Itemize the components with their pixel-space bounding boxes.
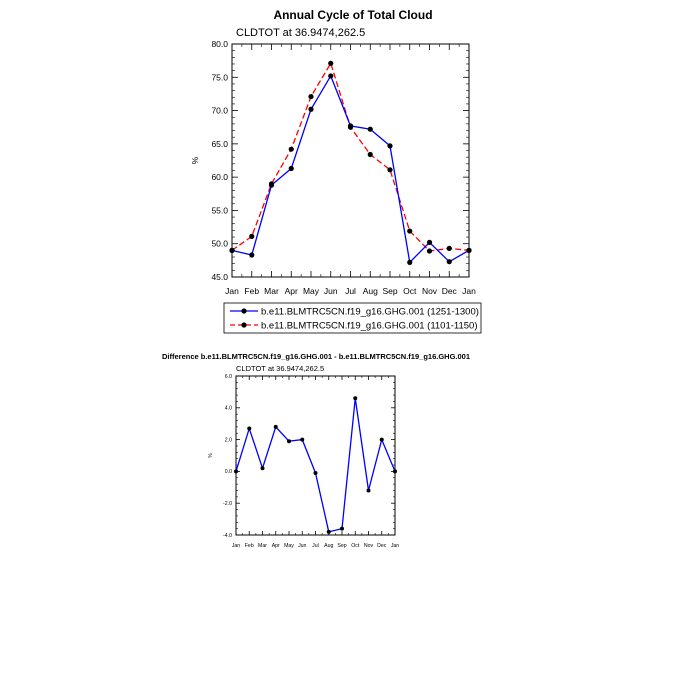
chart1-series-2-line	[232, 63, 469, 251]
chart1-xtick-label: Sep	[382, 286, 398, 296]
chart2-xtick-label: May	[284, 543, 294, 549]
chart2-ylabel: %	[208, 453, 214, 458]
legend-marker-1	[241, 308, 246, 313]
chart1-xtick-label: Jul	[345, 286, 356, 296]
chart1-ytick-label: 45.0	[211, 271, 228, 282]
chart2-xtick-label: Feb	[244, 543, 254, 549]
chart2-xtick-label: Mar	[258, 543, 267, 549]
chart1-series-1-point	[229, 248, 234, 253]
chart2-series-1-point	[314, 471, 318, 475]
chart1-series-2-point	[289, 147, 294, 152]
chart1-ytick-label: 80.0	[211, 38, 228, 49]
chart2-series-1-line	[236, 398, 395, 532]
chart1-series-1-point	[387, 143, 392, 148]
chart2-xtick-label: Sep	[337, 543, 347, 549]
chart1-series-1-point	[427, 240, 432, 245]
chart2-ytick-label: 2.0	[224, 437, 232, 444]
chart2-series-1-point	[393, 469, 397, 473]
chart2-series-1-point	[367, 488, 371, 492]
chart1-plot	[190, 39, 476, 296]
chart1-series-1-point	[368, 127, 373, 132]
chart1-series-2-point	[427, 248, 432, 253]
figure-title: Annual Cycle of Total Cloud	[273, 8, 433, 22]
chart1-xtick-label: Mar	[264, 286, 279, 296]
chart2-series-1-point	[353, 396, 357, 400]
chart2-series-1-point	[234, 469, 238, 473]
chart1-series-2-point	[407, 228, 412, 233]
chart1-ytick-label: 70.0	[211, 105, 228, 116]
chart1-xtick-label: Apr	[284, 286, 298, 296]
chart1-subtitle: CLDTOT at 36.9474,262.5	[236, 27, 366, 39]
chart2-series-1-point	[247, 426, 251, 430]
chart2-xtick-label: Oct	[351, 543, 360, 549]
chart2-xtick-label: Jul	[312, 543, 319, 549]
chart2-ytick-label: 4.0	[224, 405, 232, 412]
chart2-xtick-label: Jan	[231, 543, 241, 549]
chart1-legend	[224, 303, 481, 333]
chart2-subtitle: CLDTOT at 36.9474,262.5	[236, 364, 325, 373]
chart1-ytick-label: 75.0	[211, 72, 228, 83]
chart1-series-2-point	[249, 234, 254, 239]
chart1-series-1-point	[348, 123, 353, 128]
chart1-series-2-point	[368, 152, 373, 157]
chart1-ytick-label: 50.0	[211, 238, 228, 249]
chart1-series-1-point	[407, 260, 412, 265]
chart1-series-1-point	[447, 259, 452, 264]
chart2-xtick-label: Jun	[298, 543, 307, 549]
legend-label-2: b.e11.BLMTRC5CN.f19_g16.GHG.001 (1101-1150)	[261, 320, 478, 332]
chart2-series-1-point	[287, 439, 291, 443]
chart2-ytick-label: 6.0	[224, 373, 232, 380]
chart2-xtick-label: Nov	[363, 543, 374, 549]
chart1-xtick-label: Jan	[462, 286, 476, 296]
chart1-xtick-label: Oct	[403, 286, 417, 296]
chart1-series-1-point	[328, 73, 333, 78]
chart1-series-2-point	[447, 246, 452, 251]
chart2-xtick-label: Jan	[390, 543, 400, 549]
chart2-xtick-label: Apr	[271, 543, 280, 549]
legend-marker-2	[241, 322, 246, 327]
chart2-plot	[208, 374, 399, 549]
chart1-series-2-point	[308, 94, 313, 99]
chart2-xtick-label: Aug	[324, 543, 334, 549]
chart1-ytick-label: 60.0	[211, 172, 228, 183]
chart1-series-1-point	[466, 248, 471, 253]
chart1-ytick-label: 65.0	[211, 138, 228, 149]
chart2-frame	[236, 376, 395, 535]
chart2-series-1-point	[274, 425, 278, 429]
chart1-series-1-point	[269, 183, 274, 188]
chart1-xtick-label: Jan	[225, 286, 239, 296]
chart1-series-1-point	[308, 107, 313, 112]
chart1-ylabel: %	[190, 156, 200, 165]
chart2-series-1-point	[380, 438, 384, 442]
chart2-ytick-label: -4.0	[223, 532, 232, 539]
chart1-frame	[232, 44, 469, 277]
chart1-series-2-point	[328, 61, 333, 66]
chart2-series-1-point	[340, 527, 344, 531]
chart1-xtick-label: Feb	[244, 286, 260, 296]
legend-label-1: b.e11.BLMTRC5CN.f19_g16.GHG.001 (1251-1300)	[261, 306, 479, 318]
chart2-xtick-label: Dec	[377, 543, 387, 549]
chart2-ytick-label: 0.0	[224, 469, 232, 476]
chart1-series-1-line	[232, 76, 469, 262]
chart1-xtick-label: May	[302, 286, 320, 296]
chart1-xtick-label: Jun	[323, 286, 338, 296]
chart1-xtick-label: Aug	[362, 286, 378, 296]
chart2-series-1-point	[300, 438, 304, 442]
chart1-ytick-label: 55.0	[211, 205, 228, 216]
chart2-ytick-label: -2.0	[223, 501, 232, 508]
chart1-xtick-label: Dec	[441, 286, 457, 296]
chart1-series-1-point	[289, 166, 294, 171]
chart1-series-2-point	[387, 167, 392, 172]
chart1-series-1-point	[249, 252, 254, 257]
chart1-xtick-label: Nov	[421, 286, 438, 296]
chart2-series-1-point	[327, 530, 331, 534]
difference-title: Difference b.e11.BLMTRC5CN.f19_g16.GHG.001 - b.e11.BLMTRC5CN.f19_g16.GHG.001	[161, 352, 471, 361]
chart2-series-1-point	[261, 466, 265, 470]
